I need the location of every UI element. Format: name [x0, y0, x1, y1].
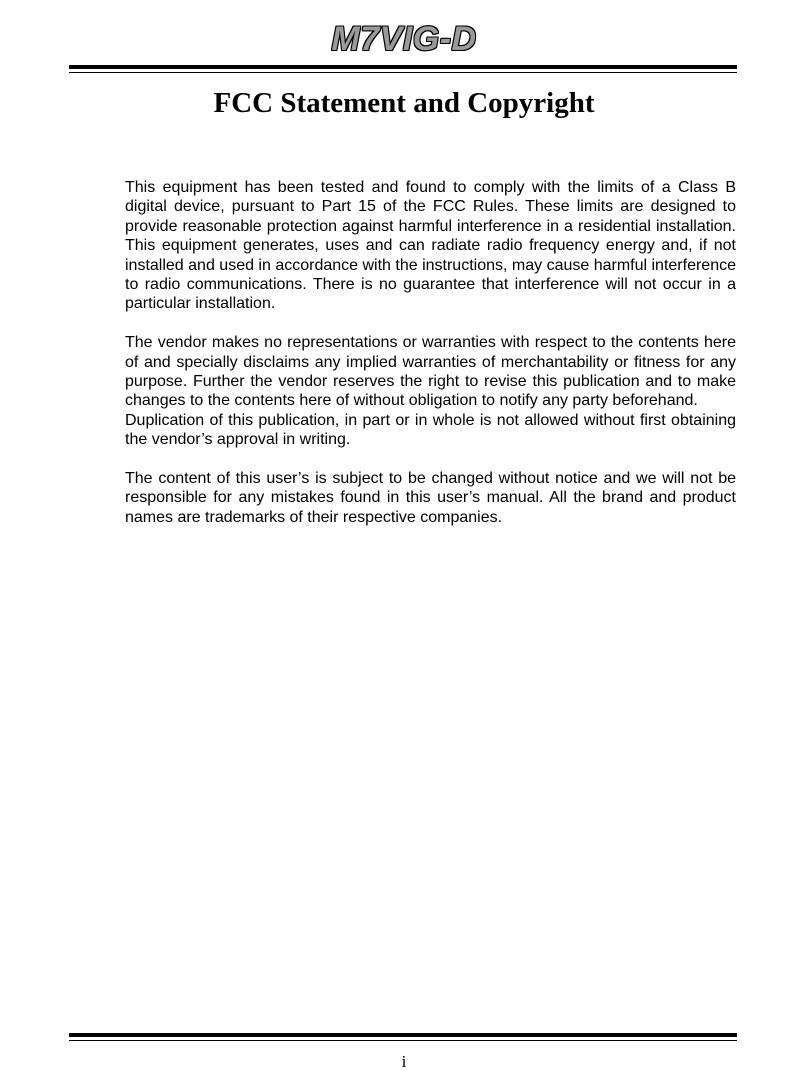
body-text — [125, 178, 736, 527]
header-rule-thin — [69, 72, 737, 73]
model-header: M7VIG-D — [331, 20, 477, 58]
page-number: i — [401, 1052, 407, 1071]
footer-rule-thick — [69, 1033, 737, 1037]
header-rule-thick — [69, 65, 737, 69]
footer-rule-thin — [69, 1040, 737, 1041]
duplication-paragraph: Duplication of this publication, in part or in whole is not allowed without first obtaining the vendor’s approval in writing. — [125, 411, 736, 449]
content-paragraph: The content of this user’s is subject to be changed without notice and we will not be responsible for any mistakes found in this user’s manual. All the brand and product names are trademarks of their respective companies. — [125, 470, 736, 526]
warranty-paragraph: The vendor makes no representations or warranties with respect to the contents here of and specially disclaims any implied warranties of merchantability or fitness for any purpose. Further the vendor reserves the right to revise this publication and to make changes to the contents here of without obligation to notify any party beforehand. — [125, 334, 736, 410]
page-title: FCC Statement and Copyright — [213, 87, 595, 119]
fcc-paragraph: This equipment has been tested and found to comply with the limits of a Class B digital device, pursuant to Part 15 of the FCC Rules. These limits are designed to provide reasonable protection against harmful interference in a residential installation. This equipment generates, uses and can radiate radio frequency energy and, if not installed and used in accordance with the instructions, may cause harmful interference to radio communications. There is no guarantee that interference will not occur in a particular installation. — [125, 179, 736, 313]
